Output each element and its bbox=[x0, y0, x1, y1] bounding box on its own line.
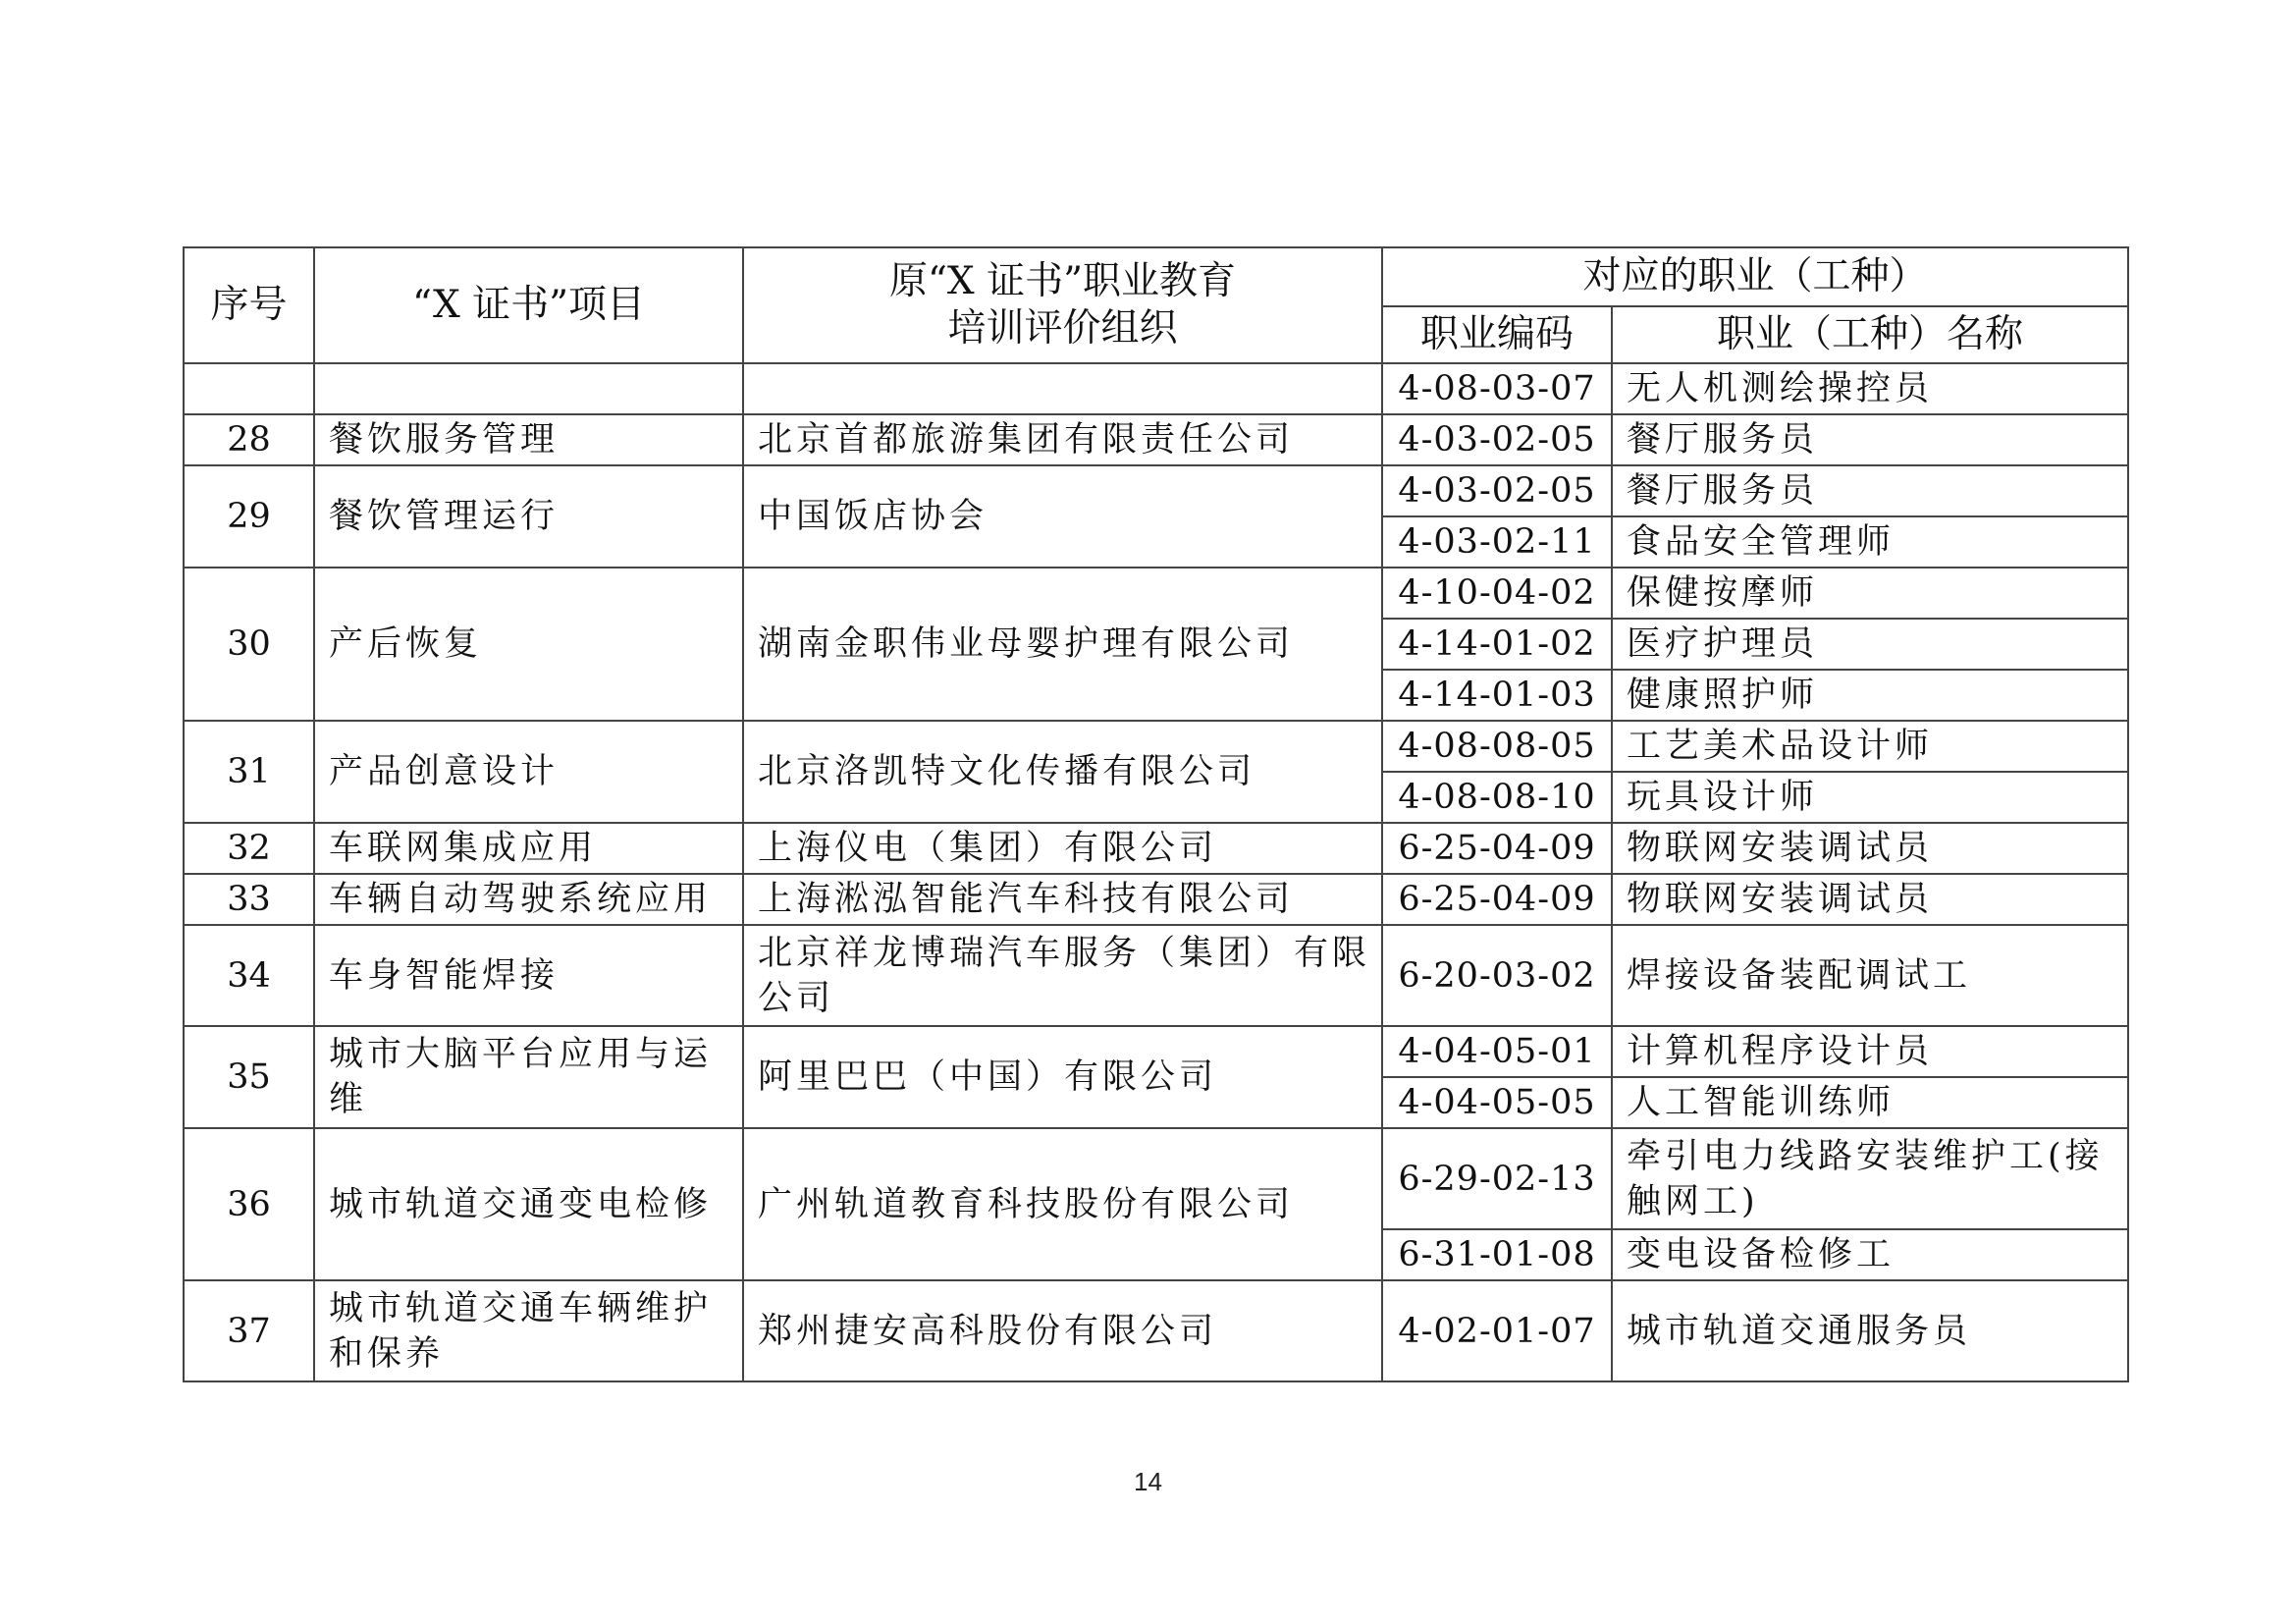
job-name-cell: 工艺美术品设计师 bbox=[1612, 721, 2128, 772]
seq-cell: 28 bbox=[184, 414, 314, 465]
seq-cell: 29 bbox=[184, 465, 314, 568]
code-cell: 6-29-02-13 bbox=[1382, 1128, 1612, 1229]
code-cell: 6-31-01-08 bbox=[1382, 1229, 1612, 1280]
job-name-cell: 城市轨道交通服务员 bbox=[1612, 1280, 2128, 1381]
project-cell: 车辆自动驾驶系统应用 bbox=[314, 874, 743, 925]
org-cell: 郑州捷安高科股份有限公司 bbox=[743, 1280, 1382, 1381]
table-row bbox=[184, 925, 2128, 1026]
header-org-line1: 原“X 证书”职业教育 bbox=[888, 259, 1237, 303]
project-cell: 城市轨道交通车辆维护和保养 bbox=[314, 1280, 743, 1381]
header-org bbox=[743, 247, 1382, 363]
project-cell: 车联网集成应用 bbox=[314, 823, 743, 874]
code-cell: 4-04-05-01 bbox=[1382, 1026, 1612, 1077]
project-cell: 产后恢复 bbox=[314, 568, 743, 721]
seq-cell bbox=[184, 363, 314, 414]
org-cell: 上海仪电（集团）有限公司 bbox=[743, 823, 1382, 874]
header-row-1 bbox=[184, 247, 2128, 306]
seq-cell: 37 bbox=[184, 1280, 314, 1381]
seq-cell: 31 bbox=[184, 721, 314, 823]
code-cell: 4-03-02-11 bbox=[1382, 516, 1612, 568]
job-name-cell: 物联网安装调试员 bbox=[1612, 874, 2128, 925]
seq-cell: 34 bbox=[184, 925, 314, 1026]
table-row bbox=[184, 465, 2128, 516]
seq-cell: 32 bbox=[184, 823, 314, 874]
project-cell: 餐饮服务管理 bbox=[314, 414, 743, 465]
seq-cell: 36 bbox=[184, 1128, 314, 1280]
header-occupation: 对应的职业（工种） bbox=[1382, 247, 2128, 306]
code-cell: 6-25-04-09 bbox=[1382, 874, 1612, 925]
code-cell: 4-10-04-02 bbox=[1382, 568, 1612, 619]
code-cell: 4-08-08-10 bbox=[1382, 772, 1612, 823]
job-name-cell: 人工智能训练师 bbox=[1612, 1077, 2128, 1128]
code-cell: 4-03-02-05 bbox=[1382, 465, 1612, 516]
code-cell: 4-03-02-05 bbox=[1382, 414, 1612, 465]
job-name-cell: 玩具设计师 bbox=[1612, 772, 2128, 823]
org-cell bbox=[743, 363, 1382, 414]
org-cell: 中国饭店协会 bbox=[743, 465, 1382, 568]
code-cell: 4-08-08-05 bbox=[1382, 721, 1612, 772]
org-cell: 北京首都旅游集团有限责任公司 bbox=[743, 414, 1382, 465]
code-cell: 4-14-01-02 bbox=[1382, 619, 1612, 670]
job-name-cell: 餐厅服务员 bbox=[1612, 414, 2128, 465]
page-number: 14 bbox=[1134, 1467, 1162, 1496]
code-cell: 4-04-05-05 bbox=[1382, 1077, 1612, 1128]
code-cell: 6-25-04-09 bbox=[1382, 823, 1612, 874]
header-code: 职业编码 bbox=[1382, 306, 1612, 363]
table-row bbox=[184, 823, 2128, 874]
job-name-cell: 食品安全管理师 bbox=[1612, 516, 2128, 568]
seq-cell: 30 bbox=[184, 568, 314, 721]
job-name-cell: 医疗护理员 bbox=[1612, 619, 2128, 670]
header-seq: 序号 bbox=[184, 247, 314, 363]
table-row bbox=[184, 721, 2128, 772]
job-name-cell: 保健按摩师 bbox=[1612, 568, 2128, 619]
project-cell: 产品创意设计 bbox=[314, 721, 743, 823]
table-row bbox=[184, 1026, 2128, 1077]
table-row bbox=[184, 1280, 2128, 1381]
job-name-cell: 物联网安装调试员 bbox=[1612, 823, 2128, 874]
code-cell: 4-02-01-07 bbox=[1382, 1280, 1612, 1381]
project-cell: 车身智能焊接 bbox=[314, 925, 743, 1026]
job-name-cell: 无人机测绘操控员 bbox=[1612, 363, 2128, 414]
org-cell: 阿里巴巴（中国）有限公司 bbox=[743, 1026, 1382, 1128]
header-project: “X 证书”项目 bbox=[314, 247, 743, 363]
job-name-cell: 变电设备检修工 bbox=[1612, 1229, 2128, 1280]
job-name-cell: 健康照护师 bbox=[1612, 670, 2128, 721]
table-row bbox=[184, 363, 2128, 414]
org-cell: 上海淞泓智能汽车科技有限公司 bbox=[743, 874, 1382, 925]
project-cell bbox=[314, 363, 743, 414]
job-name-cell: 牵引电力线路安装维护工(接触网工) bbox=[1612, 1128, 2128, 1229]
org-cell: 北京洛凯特文化传播有限公司 bbox=[743, 721, 1382, 823]
code-cell: 6-20-03-02 bbox=[1382, 925, 1612, 1026]
project-cell: 城市大脑平台应用与运维 bbox=[314, 1026, 743, 1128]
org-cell: 北京祥龙博瑞汽车服务（集团）有限公司 bbox=[743, 925, 1382, 1026]
code-cell: 4-14-01-03 bbox=[1382, 670, 1612, 721]
occupation-mapping-table bbox=[183, 246, 2129, 1382]
table-row bbox=[184, 874, 2128, 925]
org-cell: 广州轨道教育科技股份有限公司 bbox=[743, 1128, 1382, 1280]
org-cell: 湖南金职伟业母婴护理有限公司 bbox=[743, 568, 1382, 721]
table-row bbox=[184, 568, 2128, 619]
seq-cell: 33 bbox=[184, 874, 314, 925]
job-name-cell: 计算机程序设计员 bbox=[1612, 1026, 2128, 1077]
project-cell: 城市轨道交通变电检修 bbox=[314, 1128, 743, 1280]
header-org-line2: 培训评价组织 bbox=[947, 306, 1178, 351]
table-row bbox=[184, 1128, 2128, 1229]
job-name-cell: 焊接设备装配调试工 bbox=[1612, 925, 2128, 1026]
header-name: 职业（工种）名称 bbox=[1612, 306, 2128, 363]
code-cell: 4-08-03-07 bbox=[1382, 363, 1612, 414]
project-cell: 餐饮管理运行 bbox=[314, 465, 743, 568]
seq-cell: 35 bbox=[184, 1026, 314, 1128]
table-row bbox=[184, 414, 2128, 465]
job-name-cell: 餐厅服务员 bbox=[1612, 465, 2128, 516]
